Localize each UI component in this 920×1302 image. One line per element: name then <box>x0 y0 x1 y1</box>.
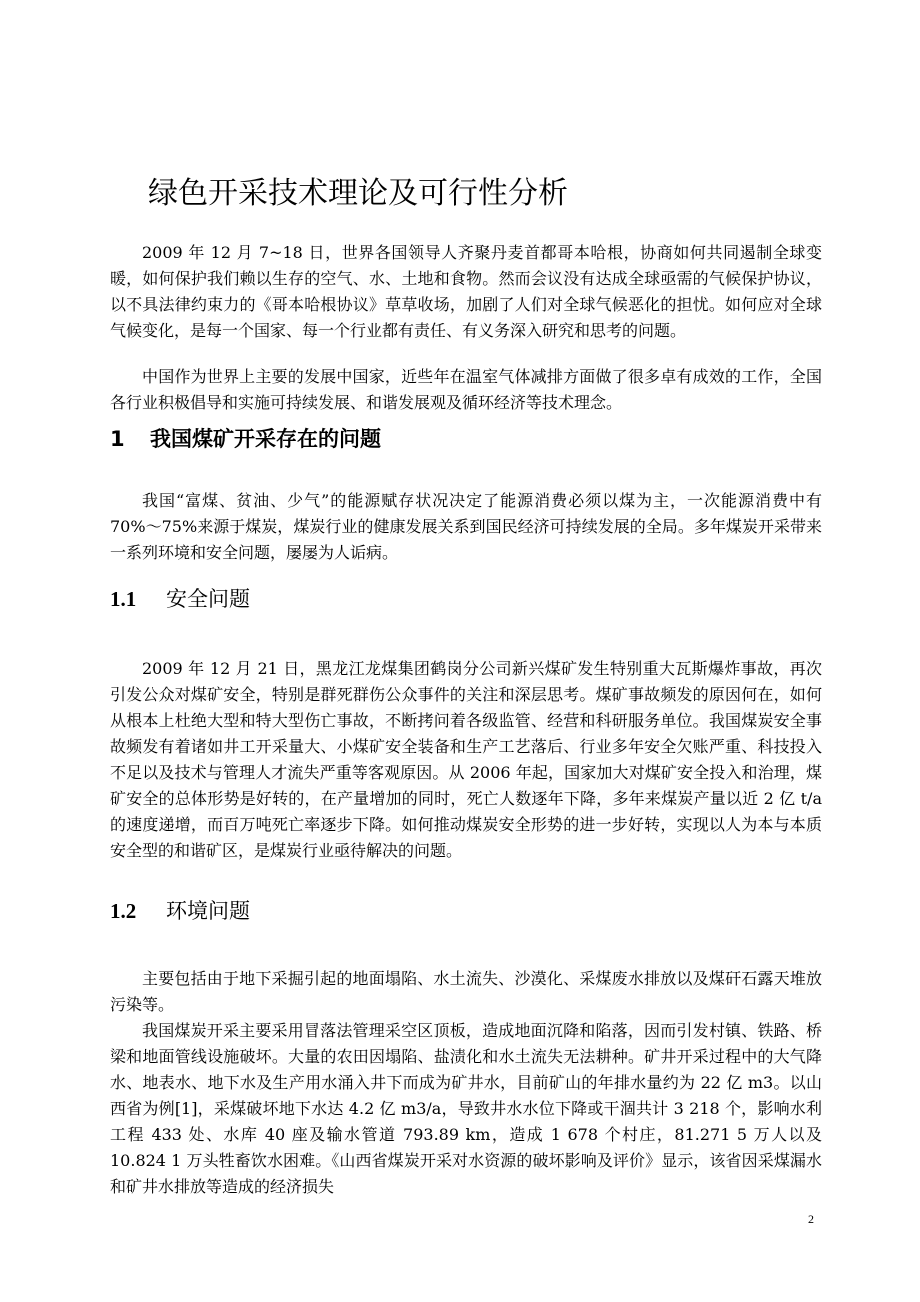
section-1-1-title: 安全问题 <box>166 587 250 611</box>
document-title: 绿色开采技术理论及可行性分析 <box>148 176 568 211</box>
section-1-1-number: 1.1 <box>110 587 137 611</box>
intro-paragraph-2: 中国作为世界上主要的发展中国家，近些年在温室气体减排方面做了很多卓有成效的工作，全国各行业积极倡导和实施可持续发展、和谐发展观及循环经济等技术理念。 <box>110 367 822 412</box>
section-1-heading <box>110 424 381 454</box>
section-1-2-number: 1.2 <box>110 899 137 923</box>
section-1-1-heading <box>110 584 250 614</box>
section-1-2-paragraph-1: 主要包括由于地下采掘引起的地面塌陷、水土流失、沙漠化、采煤废水排放以及煤矸石露天堆放污染等。 <box>110 969 822 1014</box>
page-number: 2 <box>808 1212 814 1226</box>
section-1-paragraph: 我国“富煤、贫油、少气”的能源赋存状况决定了能源消费必须以煤为主，一次能源消费中有 70%～75%来源于煤炭，煤炭行业的健康发展关系到国民经济可持续发展的全局。多年煤炭开采带来一系列环境和安全问题，屡屡为人诟病。 <box>110 491 822 562</box>
section-1-2-paragraph-2: 我国煤炭开采主要采用冒落法管理采空区顶板，造成地面沉降和陷落，因而引发村镇、铁路、桥梁和地面管线设施破坏。大量的农田因塌陷、盐渍化和水土流失无法耕种。矿井开采过程中的大气降水、地表水、地下水及生产用水涌入井下而成为矿井水，目前矿山的年排水量约为 22 亿 m3。以山西省为例[1]，采煤破坏地下水达 4.2 亿 m3/a，导致井水水位下降或干涸共计 3 218 个，影响水利工程 433 处、水库 40 座及输水管道 793.89 km，造成 1 678 个村庄，81.271 5 万人以及 10.824 1 万头牲畜饮水困难。《山西省煤炭开采对水资源的破坏影响及评价》显示，该省因采煤漏水和矿井水排放等造成的经济损失 <box>110 1021 822 1196</box>
intro-paragraph-1: 2009 年 12 月 7~18 日，世界各国领导人齐聚丹麦首都哥本哈根，协商如何共同遏制全球变暖，如何保护我们赖以生存的空气、水、土地和食物。然而会议没有达成全球亟需的气候保护协议，以不具法律约束力的《哥本哈根协议》草草收场，加剧了人们对全球气候恶化的担忧。如何应对全球气候变化，是每一个国家、每一个行业都有责任、有义务深入研究和思考的问题。 <box>110 243 822 340</box>
section-1-title: 我国煤矿开采存在的问题 <box>150 427 381 451</box>
section-1-2-title: 环境问题 <box>166 899 250 923</box>
section-1-number: 1 <box>110 427 125 451</box>
section-1-2-heading <box>110 896 250 926</box>
section-1-1-paragraph: 2009 年 12 月 21 日，黑龙江龙煤集团鹤岗分公司新兴煤矿发生特别重大瓦斯爆炸事故，再次引发公众对煤矿安全，特别是群死群伤公众事件的关注和深层思考。煤矿事故频发的原因何在，如何从根本上杜绝大型和特大型伤亡事故，不断拷问着各级监管、经营和科研服务单位。我国煤炭安全事故频发有着诸如井工开采量大、小煤矿安全装备和生产工艺落后、行业多年安全欠账严重、科技投入不足以及技术与管理人才流失严重等客观原因。从 2006 年起，国家加大对煤矿安全投入和治理，煤矿安全的总体形势是好转的，在产量增加的同时，死亡人数逐年下降，多年来煤炭产量以近 2 亿 t/a 的速度递增，而百万吨死亡率逐步下降。如何推动煤炭安全形势的进一步好转，实现以人为本与本质安全型的和谐矿区，是煤炭行业亟待解决的问题。 <box>110 659 822 860</box>
